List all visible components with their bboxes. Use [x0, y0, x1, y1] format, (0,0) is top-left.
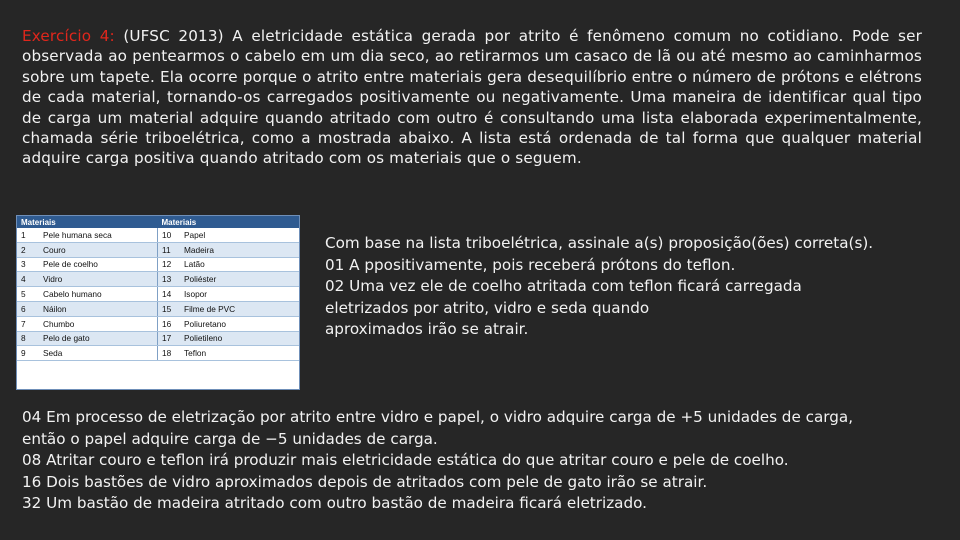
exercise-text: A eletricidade estática gerada por atrito é fenômeno comum no cotidiano. Pode ser observada ao pentearmos o cabelo em um dia seco, ao retirarmos um casaco de lã ou até mesmo ao caminharmos sobre um tapete. Ela ocorre porque o atrito entre materiais gera desequilíbrio entre o número de prótons e elétrons de cada material, tornando-os carregados positivamente ou negativamente. Uma maneira de identificar qual tipo de carga um material adquire quando atritado com outro é consultando uma lista elaborada experimentalmente, chamada série triboelétrica, como a mostrada abaixo. A lista está ordenada de tal forma que qualquer material adquire carga positiva quando atritado com os materiais que o seguem. — [22, 27, 922, 168]
row-number-right: 15 — [158, 301, 181, 316]
exercise-source: (UFSC 2013) — [123, 27, 224, 45]
table-row — [17, 287, 299, 302]
triboelectric-table — [16, 215, 300, 390]
material-right: Teflon — [180, 346, 299, 361]
prompt-line: Com base na lista triboelétrica, assinale a(s) proposição(ões) correta(s). — [325, 234, 874, 252]
option-16: 16 Dois bastões de vidro aproximados depois de atritados com pele de gato irão se atrair. — [22, 472, 708, 491]
material-left: Couro — [39, 242, 158, 257]
row-number-left: 8 — [17, 331, 39, 346]
row-number-right: 11 — [158, 242, 181, 257]
material-right: Poliéster — [180, 272, 299, 287]
table-row — [17, 346, 299, 361]
table-row — [17, 242, 299, 257]
material-right: Papel — [180, 228, 299, 242]
triboelectric-series-table — [17, 216, 299, 361]
row-number-right: 10 — [158, 228, 181, 242]
material-right: Poliuretano — [180, 316, 299, 331]
material-right: Filme de PVC — [180, 301, 299, 316]
table-row — [17, 331, 299, 346]
row-number-right: 16 — [158, 316, 181, 331]
option-04: 04 Em processo de eletrização por atrito entre vidro e papel, o vidro adquire carga de +5 unidades de carga, — [22, 408, 854, 426]
row-number-left: 2 — [17, 242, 39, 257]
option-04-cont: então o papel adquire carga de −5 unidades de carga. — [22, 429, 438, 448]
material-left: Vidro — [39, 272, 158, 287]
table-row — [17, 301, 299, 316]
row-number-right: 18 — [158, 346, 181, 361]
table-row — [17, 228, 299, 242]
material-right: Polietileno — [180, 331, 299, 346]
row-number-left: 4 — [17, 272, 39, 287]
row-number-left: 5 — [17, 287, 39, 302]
row-number-left: 7 — [17, 316, 39, 331]
row-number-left: 6 — [17, 301, 39, 316]
material-left: Cabelo humano — [39, 287, 158, 302]
material-left: Pelo de gato — [39, 331, 158, 346]
material-left: Pele de coelho — [39, 257, 158, 272]
material-right: Latão — [180, 257, 299, 272]
question-options — [22, 407, 952, 515]
row-number-right: 14 — [158, 287, 181, 302]
row-number-left: 9 — [17, 346, 39, 361]
material-left: Seda — [39, 346, 158, 361]
table-header-right: Materiais — [158, 216, 300, 228]
option-02-cont2: aproximados irão se atrair. — [325, 320, 529, 338]
material-right: Madeira — [180, 242, 299, 257]
row-number-left: 3 — [17, 257, 39, 272]
material-left: Chumbo — [39, 316, 158, 331]
table-row — [17, 257, 299, 272]
exercise-statement — [22, 26, 922, 169]
row-number-right: 13 — [158, 272, 181, 287]
question-prompt — [325, 233, 945, 341]
row-number-left: 1 — [17, 228, 39, 242]
table-header-left: Materiais — [17, 216, 158, 228]
table-body — [17, 228, 299, 361]
material-left: Pele humana seca — [39, 228, 158, 242]
exercise-label: Exercício 4: — [22, 27, 115, 45]
option-02-cont: eletrizados por atrito, vidro e seda quando — [325, 298, 650, 317]
table-row — [17, 316, 299, 331]
option-32: 32 Um bastão de madeira atritado com outro bastão de madeira ficará eletrizado. — [22, 494, 647, 512]
material-right: Isopor — [180, 287, 299, 302]
option-08: 08 Atritar couro e teflon irá produzir mais eletricidade estática do que atritar couro e pele de coelho. — [22, 451, 789, 469]
material-left: Náilon — [39, 301, 158, 316]
table-header-row — [17, 216, 299, 228]
table-row — [17, 272, 299, 287]
option-01: 01 A ppositivamente, pois receberá prótons do teflon. — [325, 255, 736, 274]
row-number-right: 12 — [158, 257, 181, 272]
option-02: 02 Uma vez ele de coelho atritada com teflon ficará carregada — [325, 277, 802, 295]
row-number-right: 17 — [158, 331, 181, 346]
